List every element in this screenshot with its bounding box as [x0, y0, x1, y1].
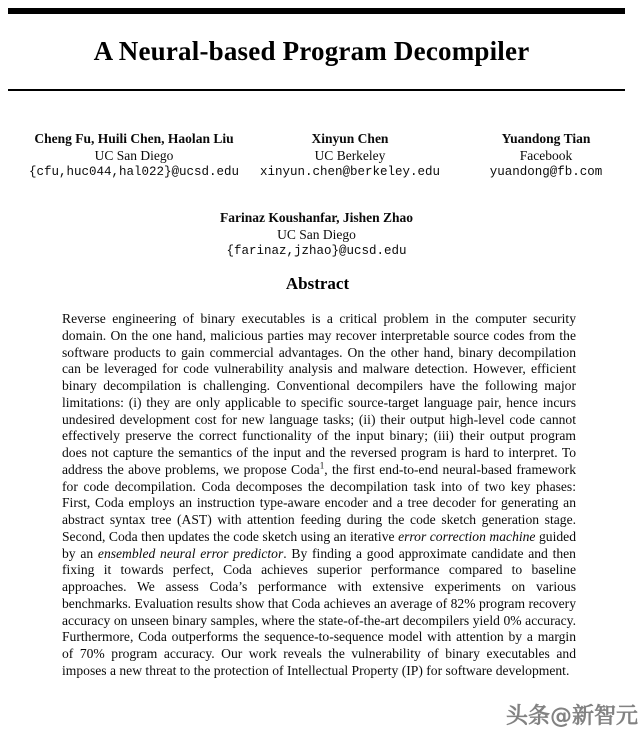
author-names: Farinaz Koushanfar, Jishen Zhao	[219, 210, 414, 225]
author-group-1	[8, 131, 260, 181]
abstract-text: Reverse engineering of binary executables is a critical problem in the computer security domain. On the one hand, malicious parties may recover interpretable source codes from the software products to gain commercial advantages. On the other hand, binary decompilation can be leveraged for code vulnerability analysis and malware detection. However, efficient binary decompilation is challenging. Conventional decompilers have the following major limitations: (i) they are only applicable to specific source-target language pair, hence incurs undesired development cost for new language tasks; (ii) their output high-level code cannot effectively preserve the correct functionality of the input binary; (iii) their output program does not capture the semantics of the input and the reversed program is hard to interpret. To address the above problems, we propose Coda$^1$, the first end-to-end neural-based framework for code decompilation. Coda decomposes the decompilation task into of two key phases: First, Coda employs an instruction type-aware encoder and a tree decoder for generating an abstract syntax tree (AST) with attention feeding during the code sketch generation stage. Second, Coda then updates the code sketch using an iterative error correction machine guided by an ensembled neural error predictor. By finding a good approximate candidate and then fixing it towards perfect, Coda achieves superior performance compared to baseline approaches. We assess Coda’s performance with extensive experiments on various benchmarks. Evaluation results show that Coda achieves an average of 82% program recovery accuracy on unseen binary samples, where the state-of-the-art decompilers yield 0% accuracy. Furthermore, Coda outperforms the sequence-to-sequence model with attention by a margin of 70% program accuracy. Our work reveals the vulnerability of binary executables and imposes a new threat to the protection of Intellectual Property (IP) for software development.	[62, 311, 577, 678]
author-group-3	[460, 131, 632, 181]
author-email: {farinaz,jzhao}@ucsd.edu	[226, 244, 407, 258]
watermark: 头条@新智元	[506, 704, 638, 729]
abstract-heading: Abstract	[285, 274, 350, 293]
author-email: xinyun.chen@berkeley.edu	[259, 165, 441, 179]
author-affiliation: UC San Diego	[94, 147, 174, 163]
author-email: yuandong@fb.com	[489, 165, 603, 179]
author-affiliation: UC Berkeley	[314, 147, 386, 163]
author-names: Xinyun Chen	[311, 131, 389, 146]
author-affiliation: UC San Diego	[277, 226, 356, 242]
author-names: Cheng Fu, Huili Chen, Haolan Liu	[34, 131, 234, 146]
author-affiliation: Facebook	[519, 147, 573, 163]
author-group-4	[0, 210, 633, 260]
author-names: Yuandong Tian	[501, 131, 591, 146]
top-rule	[8, 8, 625, 14]
title-rule	[8, 89, 625, 91]
author-group-2	[250, 131, 450, 181]
author-email: {cfu,huc044,hal022}@ucsd.edu	[28, 165, 240, 179]
paper-title: A Neural-based Program Decompiler	[93, 36, 530, 66]
